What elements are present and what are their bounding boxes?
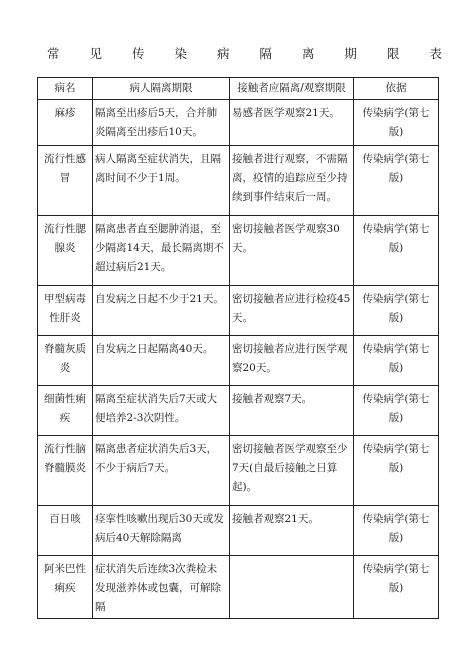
contact-isolation: 密切接触者医学观察30天。 (230, 216, 354, 286)
table-row (38, 436, 439, 506)
table-header-row (38, 78, 439, 100)
title-char: 染 (174, 46, 187, 61)
basis: 传染病学(第七版) (354, 336, 439, 386)
patient-isolation: 隔离患者症状消失后3天，不少于病后7天。 (93, 436, 230, 506)
title-char: 常 (47, 46, 60, 61)
table-row (38, 100, 439, 146)
basis: 传染病学(第七版) (354, 556, 439, 619)
disease-name: 脊髓灰质炎 (38, 336, 93, 386)
patient-isolation: 病人隔离至症状消失，且隔离时间不少于1周。 (93, 146, 230, 216)
basis: 传染病学(第七版) (354, 386, 439, 436)
contact-isolation: 接触者观察7天。 (230, 386, 354, 436)
disease-name: 流行性脑脊髓膜炎 (38, 436, 93, 506)
table-row (38, 146, 439, 216)
contact-isolation: 接触者观察21天。 (230, 506, 354, 556)
table-row (38, 286, 439, 336)
contact-isolation: 接触者进行观察，不需隔离，疫情的追踪应至少持续到事件结束后一周。 (230, 146, 354, 216)
page-title (47, 44, 442, 62)
patient-isolation: 痉挛性咳嗽出现后30天或发病后40天解除隔离 (93, 506, 230, 556)
disease-name: 百日咳 (38, 506, 93, 556)
basis: 传染病学(第七版) (354, 506, 439, 556)
table-row (38, 336, 439, 386)
disease-name: 细菌性痢疾 (38, 386, 93, 436)
table-row (38, 216, 439, 286)
title-char: 离 (301, 46, 315, 61)
header-disease-name: 病名 (38, 78, 93, 100)
basis: 传染病学(第七版) (354, 146, 439, 216)
disease-name: 甲型病毒性肝炎 (38, 286, 93, 336)
title-char: 期 (344, 46, 357, 61)
title-char: 见 (89, 46, 102, 61)
title-char: 隔 (259, 46, 272, 61)
disease-name: 阿米巴性痢疾 (38, 556, 93, 619)
header-patient-isolation: 病人隔离期限 (93, 78, 230, 100)
patient-isolation: 隔离至症状消失后7天或大便培养2-3次阴性。 (93, 386, 230, 436)
table-row (38, 386, 439, 436)
basis: 传染病学(第七版) (354, 436, 439, 506)
table-row (38, 556, 439, 619)
basis: 传染病学(第七版) (354, 100, 439, 146)
basis: 传染病学(第七版) (354, 216, 439, 286)
patient-isolation: 自发病之日起隔离40天。 (93, 336, 230, 386)
disease-name: 流行性腮腺炎 (38, 216, 93, 286)
title-char: 病 (216, 46, 230, 61)
title-char: 表 (429, 46, 442, 61)
title-char: 传 (131, 46, 145, 61)
contact-isolation: 密切接触者医学观察至少7天(自最后接触之日算起)。 (230, 436, 354, 506)
patient-isolation: 自发病之日起不少于21天。 (93, 286, 230, 336)
disease-name: 流行性感冒 (38, 146, 93, 216)
patient-isolation: 症状消失后连续3次粪检未发现滋养体或包囊，可解除隔 (93, 556, 230, 619)
contact-isolation (230, 556, 354, 619)
contact-isolation: 密切接触者应进行检疫45天。 (230, 286, 354, 336)
header-contact-isolation: 接触者应隔离/观察期限 (230, 78, 354, 100)
contact-isolation: 易感者医学观察21天。 (230, 100, 354, 146)
header-basis: 依据 (354, 78, 439, 100)
patient-isolation: 隔离至出疹后5天，合并肺炎隔离至出疹后10天。 (93, 100, 230, 146)
patient-isolation: 隔离患者直至腮肿消退，至少隔离14天，最长隔离期不超过病后21天。 (93, 216, 230, 286)
basis: 传染病学(第七版) (354, 286, 439, 336)
table-row (38, 506, 439, 556)
disease-name: 麻疹 (38, 100, 93, 146)
title-char: 限 (386, 46, 400, 61)
contact-isolation: 密切接触者应进行医学观察20天。 (230, 336, 354, 386)
isolation-table (37, 77, 439, 619)
